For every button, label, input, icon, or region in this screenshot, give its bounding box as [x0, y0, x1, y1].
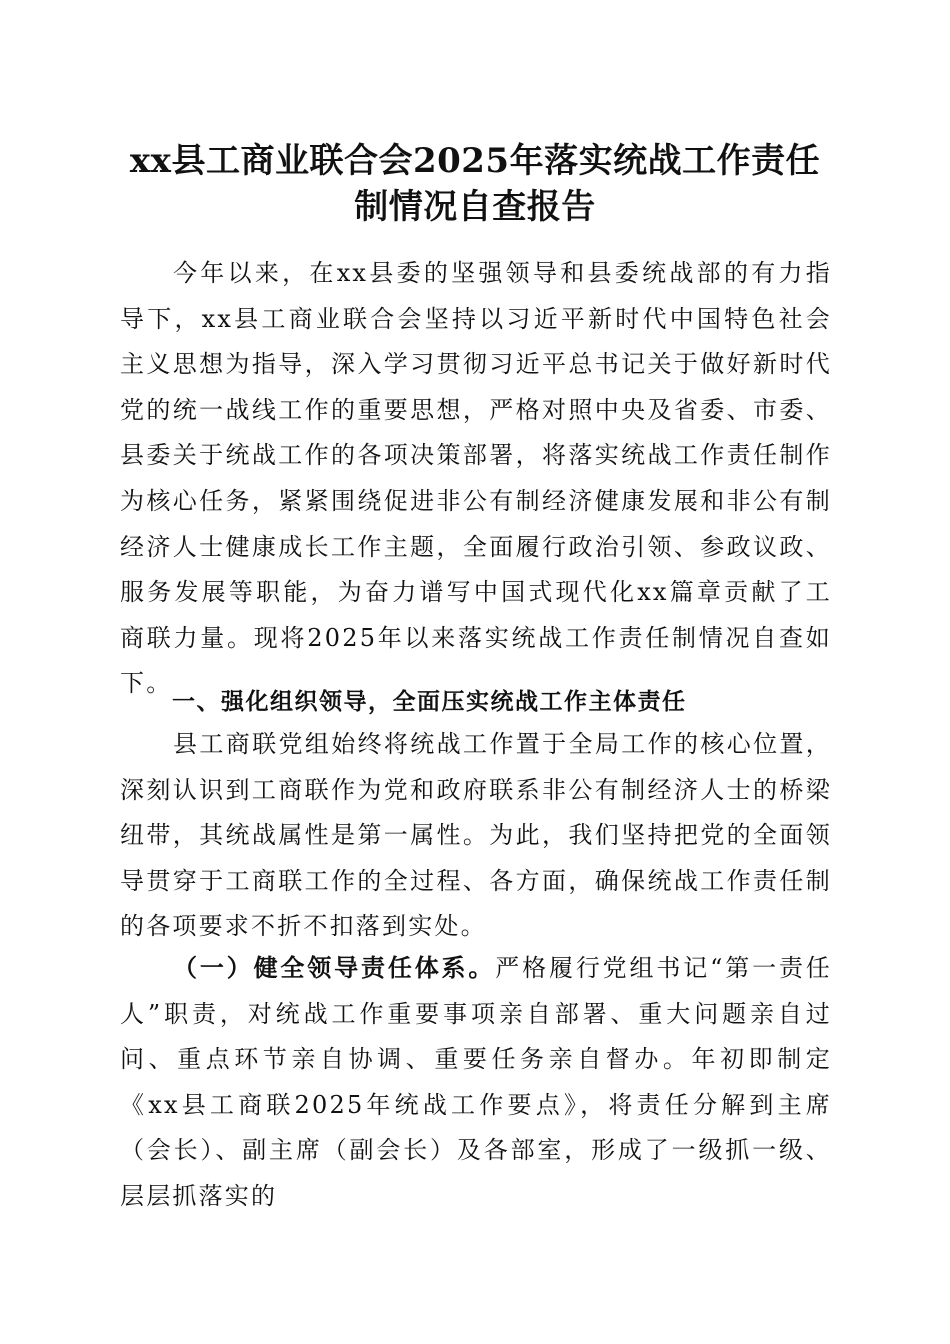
title-line-2: 制情况自查报告	[354, 187, 596, 227]
section-heading-1: 一、强化组织领导，全面压实统战工作主体责任	[172, 689, 687, 715]
document-title	[100, 138, 850, 230]
intro-paragraph: 今年以来，在xx县委的坚强领导和县委统战部的有力指导下，xx县工商业联合会坚持以习近平新时代中国特色社会主义思想为指导，深入学习贯彻习近平总书记关于做好新时代党的统一战线工作的重要思想，严格对照中央及省委、市委、县委关于统战工作的各项决策部署，将落实统战工作责任制作为核心任务，紧紧围绕促进非公有制经济健康发展和非公有制经济人士健康成长工作主题，全面履行政治引领、参政议政、服务发展等职能，为奋力谱写中国式现代化xx篇章贡献了工商联力量。现将2025年以来落实统战工作责任制情况自查如下。	[120, 259, 832, 698]
subsection-1-lead: （一）健全领导责任体系。	[173, 953, 496, 982]
section-1-paragraph: 县工商联党组始终将统战工作置于全局工作的核心位置，深刻认识到工商联作为党和政府联系非公有制经济人士的桥梁纽带，其统战属性是第一属性。为此，我们坚持把党的全面领导贯穿于工商联工作的全过程、各方面，确保统战工作责任制的各项要求不折不扣落到实处。	[120, 730, 832, 941]
subsection-1-text: 严格履行党组书记“第一责任人”职责，对统战工作重要事项亲自部署、重大问题亲自过问、重点环节亲自协调、重要任务亲自督办。年初即制定《xx县工商联2025年统战工作要点》，将责任分解到主席（会长）、副主席（副会长）及各部室，形成了一级抓一级、层层抓落实的	[120, 954, 832, 1210]
subsection-1-paragraph	[120, 945, 832, 1220]
title-line-1: xx县工商业联合会2025年落实统战工作责任	[129, 141, 821, 181]
